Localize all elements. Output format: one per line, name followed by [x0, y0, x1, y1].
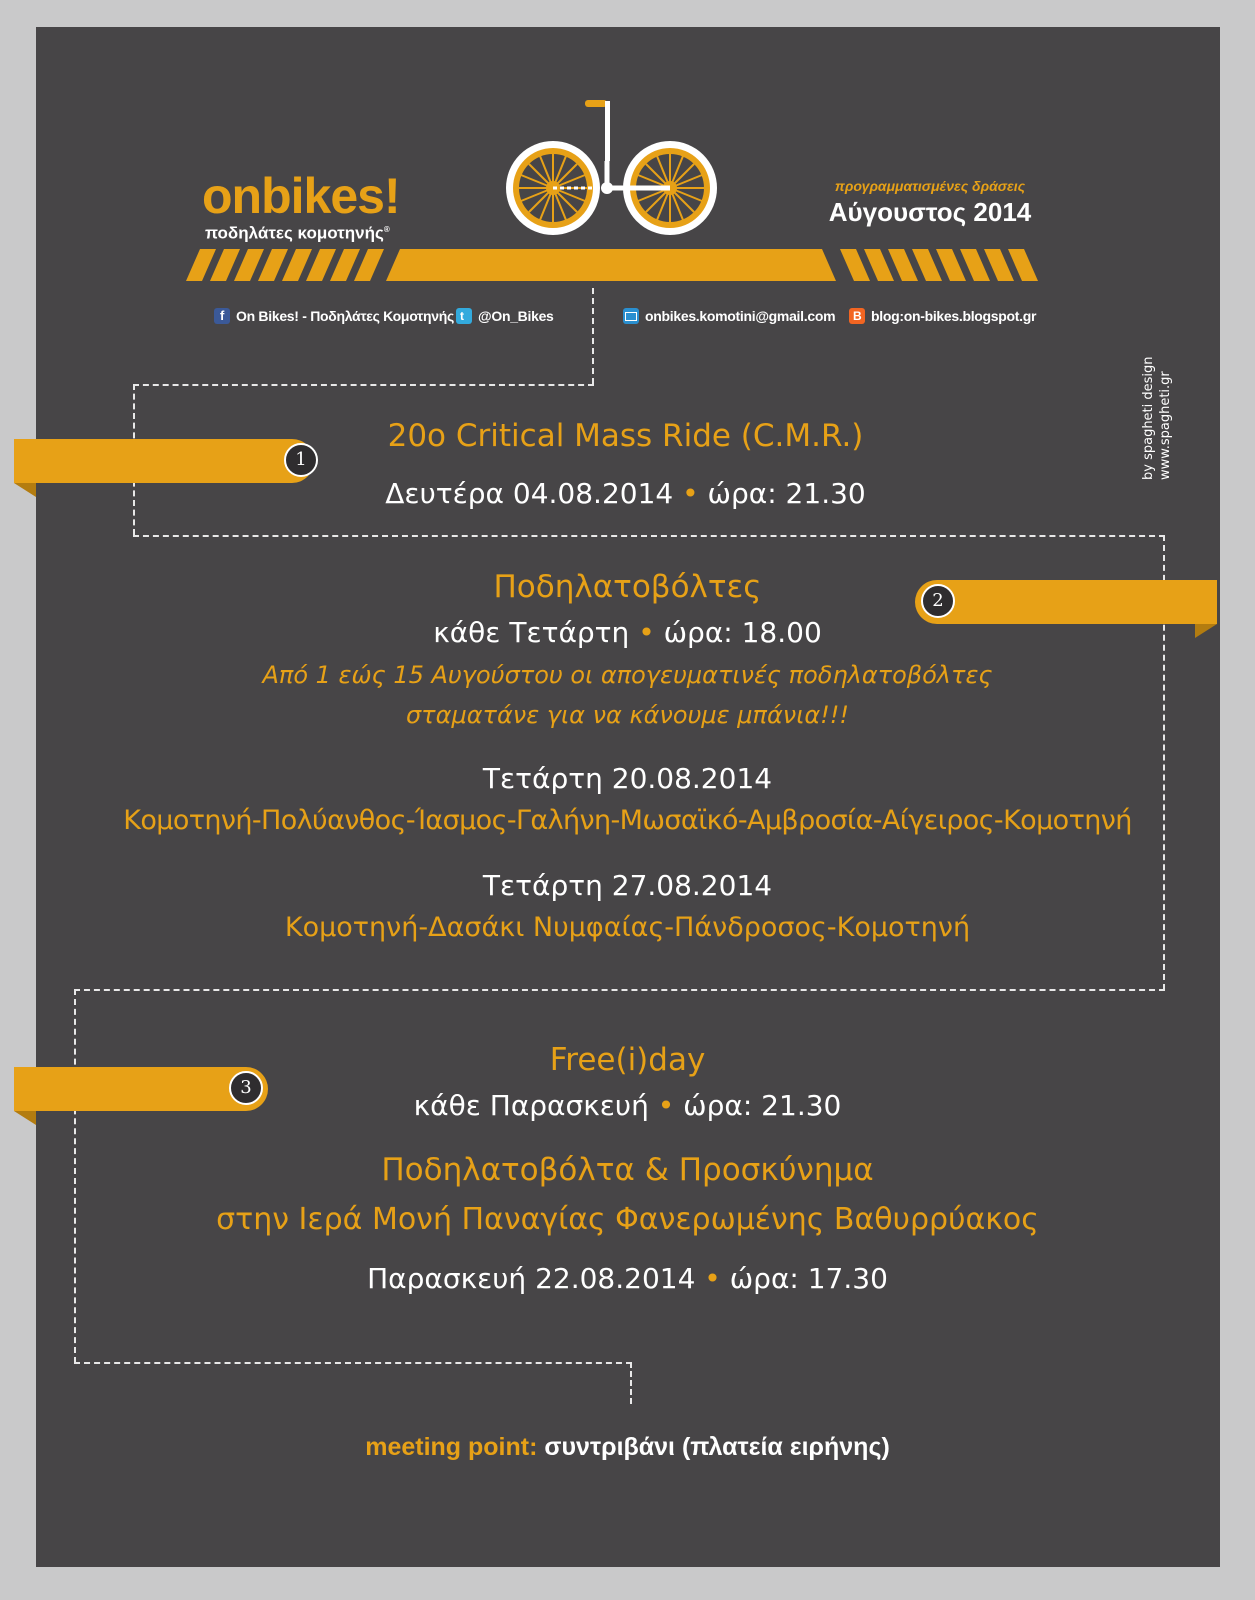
- logo-subtitle: [205, 220, 390, 244]
- logo-subtitle-text: ποδηλάτες κομοτηνής: [205, 223, 384, 243]
- separator-dot: •: [638, 616, 655, 649]
- bicycle-icon: [495, 95, 725, 245]
- ride-1-date: Τετάρτη 20.08.2014: [482, 762, 773, 795]
- event-2-title: Ποδηλατοβόλτες: [493, 569, 762, 605]
- event-3-time: ώρα: 21.30: [683, 1089, 842, 1122]
- meeting-label: meeting point:: [365, 1433, 538, 1461]
- event-3-special-time: ώρα: 17.30: [729, 1262, 888, 1295]
- step-number-2: 2: [921, 584, 955, 618]
- step-number-3: 3: [229, 1071, 263, 1105]
- separator-dot: •: [682, 477, 699, 510]
- path-line: [592, 288, 594, 384]
- event-2-time: ώρα: 18.00: [663, 616, 822, 649]
- meeting-place: συντριβάνι (πλατεία ειρήνης): [544, 1433, 890, 1461]
- logo-registered-mark: ®: [383, 225, 390, 234]
- facebook-label: On Bikes! - Ποδηλάτες Κομοτηνής: [236, 308, 454, 324]
- meeting-point: [0, 1433, 1255, 1462]
- event-1-title: 20ο Critical Mass Ride (C.M.R.): [387, 418, 864, 454]
- event-1-datetime: [0, 477, 1253, 510]
- event-3-special-line-1: Ποδηλατοβόλτα & Προσκύνημα: [381, 1152, 874, 1188]
- email-link[interactable]: [623, 308, 835, 324]
- designer-credit: [1140, 320, 1174, 480]
- event-3-special-line-2: στην Ιερά Μονή Παναγίας Φανερωμένης Βαθυρρύακος: [216, 1202, 1039, 1237]
- path-line: [630, 1362, 632, 1404]
- credit-line-1: by spagheti design: [1141, 356, 1156, 480]
- step-number-1: 1: [284, 443, 318, 477]
- mail-icon: [623, 308, 639, 324]
- separator-dot: •: [657, 1089, 675, 1122]
- event-2-datetime: [0, 616, 1255, 649]
- event-3-title: Free(i)day: [549, 1042, 706, 1078]
- event-2-note-line-2: σταματάνε για να κάνουμε μπάνια!!!: [405, 701, 850, 729]
- twitter-label: @On_Bikes: [478, 308, 554, 324]
- email-label: onbikes.komotini@gmail.com: [645, 308, 836, 324]
- bicycle-handlebar: [585, 100, 610, 161]
- twitter-link[interactable]: [456, 308, 554, 324]
- event-2-note-line-1: Από 1 εώς 15 Αυγούστου οι απογευματινές ποδηλατοβόλτες: [262, 661, 993, 689]
- event-3-date: κάθε Παρασκευή: [413, 1089, 649, 1122]
- event-1-time: ώρα: 21.30: [707, 477, 866, 510]
- event-3-special-date: Παρασκευή 22.08.2014: [367, 1262, 696, 1295]
- blog-link[interactable]: [849, 308, 1036, 324]
- path-line: [133, 384, 594, 386]
- event-3-special-datetime: [0, 1262, 1255, 1295]
- facebook-link[interactable]: [214, 308, 454, 324]
- credit-line-2: www.spagheti.gr: [1158, 371, 1173, 480]
- ride-2-route: Κομοτηνή-Δασάκι Νυμφαίας-Πάνδροσος-Κομοτηνή: [284, 912, 971, 943]
- event-1-date: Δευτέρα 04.08.2014: [385, 477, 674, 510]
- blog-label: blog:on-bikes.blogspot.gr: [871, 308, 1037, 324]
- separator-dot: •: [704, 1262, 721, 1295]
- event-2-date: κάθε Τετάρτη: [433, 616, 630, 649]
- path-line: [74, 1362, 632, 1364]
- schedule-label: προγραμματισμένες δράσεις: [834, 178, 1026, 194]
- logo-main: onbikes!: [202, 168, 400, 224]
- event-3-datetime: [0, 1089, 1255, 1122]
- path-line: [133, 535, 1165, 537]
- road-stripe: [186, 248, 1046, 282]
- ride-1-route: Κομοτηνή-Πολύανθος-Ίασμος-Γαλήνη-Μωσαϊκό-Αμβροσία-Αίγειρος-Κομοτηνή: [123, 805, 1132, 836]
- month-title: Αύγουστος 2014: [828, 197, 1032, 227]
- blogger-icon: B: [849, 308, 865, 324]
- ride-2-date: Τετάρτη 27.08.2014: [482, 869, 773, 902]
- path-line: [74, 989, 1165, 991]
- twitter-icon: t: [456, 308, 472, 324]
- facebook-icon: f: [214, 308, 230, 324]
